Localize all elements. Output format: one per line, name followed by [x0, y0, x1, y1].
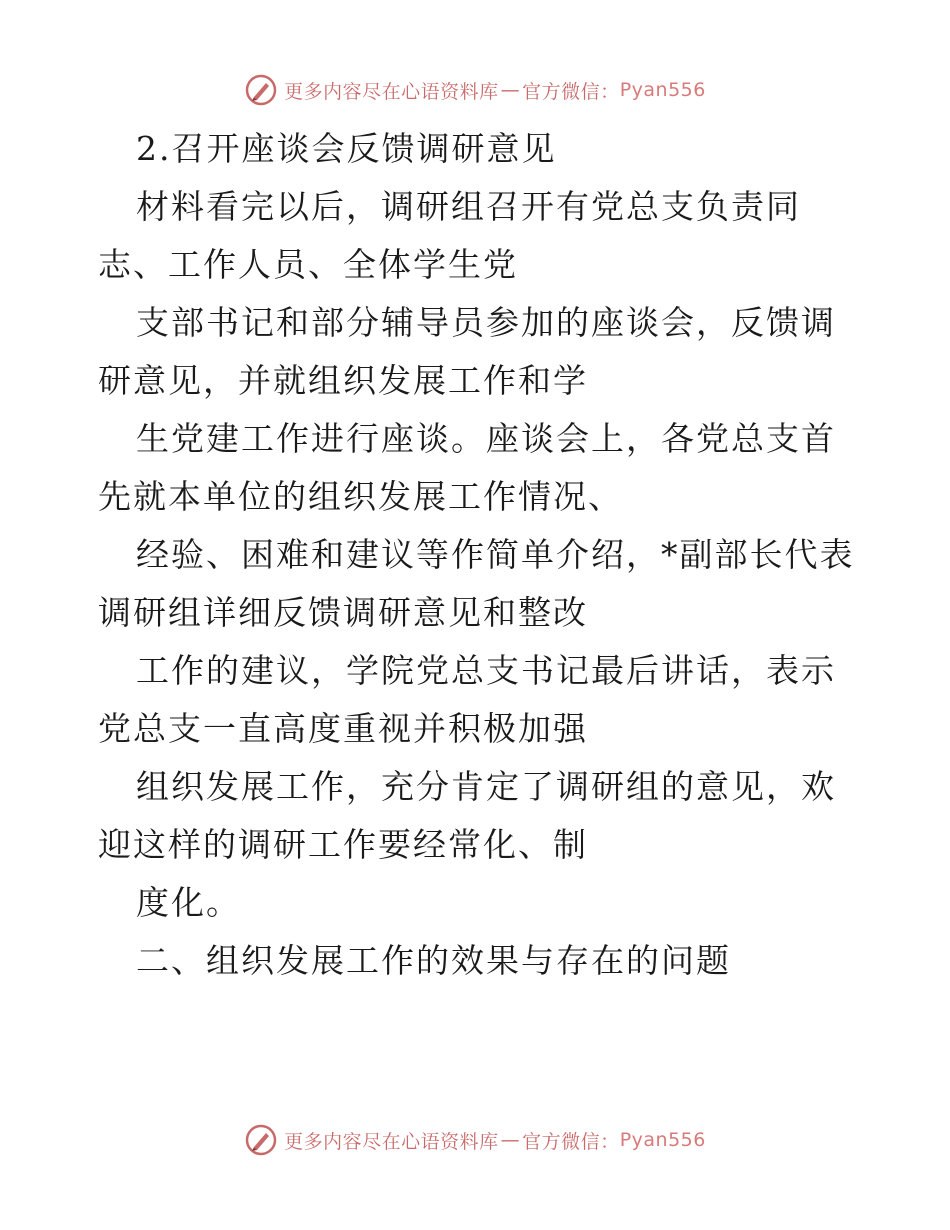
watermark-wechat-id: Pyan556 [619, 1129, 706, 1151]
watermark-site-text: 更多内容尽在心语资料库 [284, 80, 499, 103]
pen-logo-icon [244, 1123, 278, 1157]
watermark-wechat-label: 官方微信： [522, 80, 620, 103]
watermark-wechat-id: Pyan556 [619, 79, 706, 101]
section-heading: 2.召开座谈会反馈调研意见 [136, 129, 557, 168]
pen-logo-icon [244, 73, 278, 107]
paragraph: 度化。 [136, 883, 241, 922]
paragraph: 经验、困难和建议等作简单介绍，*副部长代表调研组详细反馈调研意见和整改 [98, 535, 855, 632]
header-watermark [0, 70, 950, 110]
paragraph: 生党建工作进行座谈。座谈会上，各党总支首先就本单位的组织发展工作情况、 [98, 419, 836, 516]
watermark-separator: — [500, 79, 521, 101]
section-heading: 二、组织发展工作的效果与存在的问题 [136, 941, 731, 980]
paragraph: 材料看完以后，调研组召开有党总支负责同志、工作人员、全体学生党 [98, 187, 801, 284]
paragraph: 组织发展工作，充分肯定了调研组的意见，欢迎这样的调研工作要经常化、制 [98, 767, 836, 864]
watermark-separator: — [500, 1129, 521, 1151]
paragraph: 支部书记和部分辅导员参加的座谈会，反馈调研意见，并就组织发展工作和学 [98, 303, 836, 400]
watermark-wechat-label: 官方微信： [522, 1130, 620, 1153]
footer-watermark [0, 1120, 950, 1160]
paragraph: 工作的建议，学院党总支书记最后讲话，表示党总支一直高度重视并积极加强 [98, 651, 836, 748]
watermark-site-text: 更多内容尽在心语资料库 [284, 1130, 499, 1153]
